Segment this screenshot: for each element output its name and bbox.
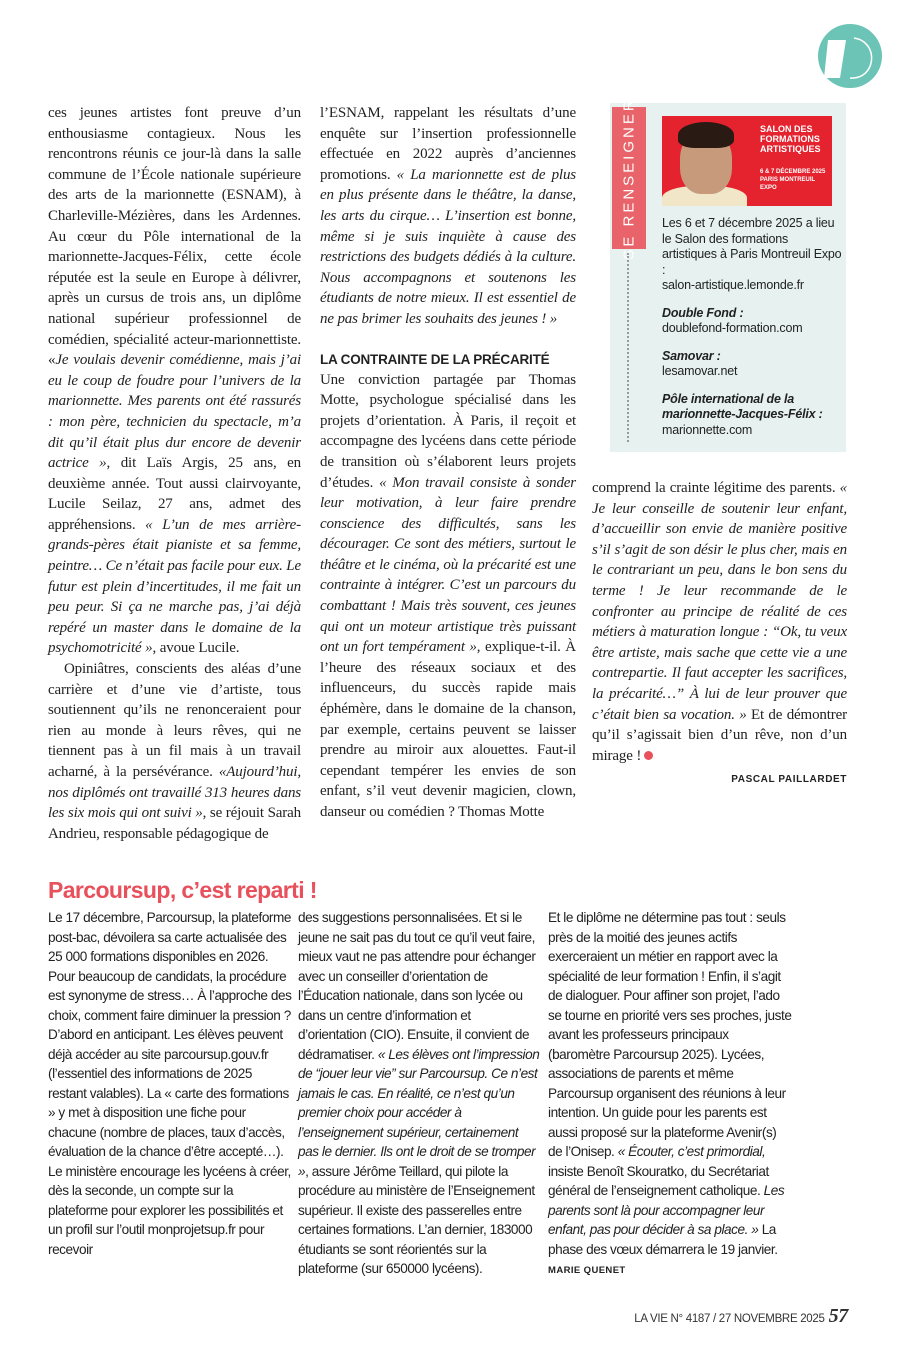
paragraph (48, 103, 301, 659)
end-mark-icon (644, 751, 653, 760)
parcoursup-column-2 (298, 908, 542, 1279)
la-vie-logo-icon (814, 22, 884, 90)
body-text: insiste Benoît Skouratko, du Secrétariat général de l’enseignement catholique. (548, 1163, 769, 1199)
salon-promo-image (662, 116, 832, 206)
body-text: comprend la crainte légitime des parents. (592, 480, 840, 496)
sidebar-item (662, 349, 844, 380)
decorative-line (627, 253, 629, 442)
sidebar-item-link[interactable]: marionnette.com (662, 422, 753, 437)
quote-text: « La marionnette est de plus en plus présente dans le théâtre, la danse, les arts du cirque… L’insertion est bonne, même si je suis inquiète à cause des restrictions des budgets dédiés à la culture. Nous accompagnons et soutenons les étudiants de notre mieux. Il est essentiel de ne pas brimer les souhaits des jeunes ! » (320, 166, 576, 327)
article-column-2 (320, 103, 576, 823)
paragraph (592, 478, 847, 766)
quote-text: « Je leur conseille de soutenir leur enfant, d’accueillir son envie de manière positive s’il s’agit de son désir le plus cher, mais en le contrariant un peu, dans le bon sens du terme ! Je leur recommande de le confronter au principe de réalité de ces métiers à maturation longue : “Ok, tu veux être artiste, mais sache que cette vie a une contrepartie. Il faut accepter les sacrifices, la précarité…” À lui de leur prouver que c’était bien sa vocation. » (592, 480, 847, 723)
body-text: , avoue Lucile. (152, 640, 240, 657)
article-column-3-text (592, 478, 847, 766)
quote-text: Les parents sont là pour accompagner leur enfant, pas pour décider à sa place. » (548, 1183, 785, 1238)
paragraph (320, 370, 576, 823)
parcoursup-column-1 (48, 908, 292, 1259)
paragraph (320, 103, 576, 330)
sidebar-item-name: Pôle international de la marionnette-Jacques-Félix : (662, 391, 823, 421)
sidebar-item (662, 306, 844, 337)
article-column-2-part-b (320, 370, 576, 823)
promo-place-text: PARIS MONTREUIL EXPO (760, 177, 816, 191)
promo-title: SALON DES FORMATIONS ARTISTIQUES (760, 124, 821, 154)
paragraph (48, 659, 301, 844)
promo-date-text: 6 & 7 DÉCEMBRE 2025 (760, 169, 826, 175)
sidebar-intro-text: Les 6 et 7 décembre 2025 a lieu le Salon des formations artistiques à Paris Montreuil Expo : (662, 216, 842, 277)
body-text: Et le diplôme ne détermine pas tout : seuls près de la moitié des jeunes actifs exerceraient un métier en rapport avec la spécialité de leur formation ! Enfin, il s’agit de dialoguer. Pour affiner son projet, l’ado se tourne en priorité vers ses proches, juste avant les professeurs principaux (baromètre Parcoursup 2025). Lycées, associations de parents et même Parcoursup organisent des réunions à leur intention. Un guide pour les parents est aussi proposé sur la plateforme Avenir(s) de l’Onisep. (548, 910, 792, 1160)
body-text: , explique-t-il. À l’heure des réseaux sociaux et des influenceurs, du succès rapide mais éphémère, dans le domaine de la chanson, par exemple, certains peuvent se laisser prendre au miroir aux alouettes. Faut-il cependant tempérer les envies de son enfant, s’il veut devenir magicien, clown, danseur ou comédien ? Thomas Motte (320, 639, 576, 820)
body-text: Le 17 décembre, Parcoursup, la plateforme post-bac, dévoilera sa carte actualisée des 25 000 formations disponibles en 2026. Pour beaucoup de candidats, la procédure est synonyme de stress… À l’approche des choix, comment faire diminuer la pression ? D’abord en anticipant. Les élèves peuvent déjà accéder au site parcoursup.gouv.fr (l’essentiel des informations de 2025 restant valables). La « carte des formations » y met à disposition une fiche pour chacune (nombre de places, taux d’accès, évaluation de la chance d’être accepté…). Le ministère encourage les lycéens à créer, dès la seconde, un compte sur la plateforme pour explorer les possibilités et un profil sur l’outil monprojetsup.fr pour recevoir (48, 910, 292, 1257)
article-author: PASCAL PAILLARDET (731, 774, 847, 786)
article-column-1 (48, 103, 301, 844)
body-text: Une conviction partagée par Thomas Motte, psychologue spécialisé dans les projets d’orientation. À Paris, il reçoit et accompagne des lycéens dans cette période de transition où s’élaborent leurs projets d’études. (320, 371, 576, 491)
sidebar-se-renseigner (610, 96, 846, 452)
parcoursup-box (0, 844, 904, 1281)
sidebar-intro-link[interactable]: salon-artistique.lemonde.fr (662, 278, 804, 292)
body-text: l’ESNAM, rappelant les résultats d’une enquête sur l’insertion professionnelle effectuée en 2022 auprès d’anciennes promotions. (320, 105, 576, 183)
page-number: 57 (828, 1304, 848, 1327)
sidebar-item-name: Double Fond : (662, 305, 744, 320)
article-column-3 (592, 478, 847, 791)
quote-text: «Aujourd’hui, nos diplômés ont travaillé 313 heures dans les six mois qui ont suivi » (48, 764, 301, 822)
sidebar-text (662, 216, 844, 438)
body-text: Opiniâtres, conscients des aléas d’une carrière et d’une vie d’artiste, tous soutiennent qu’ils ne renonceraient pour rien au monde à leurs rêves, qui ne tiennent pas à un fil mais à un travail acharné, à la persévérance. (48, 661, 301, 780)
sidebar-item-link[interactable]: doublefond-formation.com (662, 321, 803, 335)
article-subheading: LA CONTRAINTE DE LA PRÉCARITÉ (320, 351, 550, 367)
body-text: , assure Jérôme Teillard, qui pilote la procédure au ministère de l’Enseignement supérieur. Il existe des passerelles entre certaines formations. L’an dernier, 183000 étudiants se sont réorientés sur la plateforme (sur 650000 lycéens). (298, 1163, 535, 1277)
body-text: Et de démontrer qu’il s’agissait bien d’un rêve, non d’un mirage ! (592, 706, 847, 764)
quote-text: « Les élèves ont l’impression de “jouer leur vie” sur Parcoursup. Ce n’est jamais le cas. En réalité, ce n’est qu’un premier choix pour accéder à l’enseignement supérieur, certainement pas le dernier. Ils ont le droit de se tromper » (298, 1046, 540, 1179)
promo-date (760, 168, 830, 192)
parcoursup-column-3 (548, 908, 792, 1281)
parcoursup-columns (48, 908, 904, 1281)
article-column-2-part-a (320, 103, 576, 330)
promo-person-hair (678, 122, 734, 148)
body-text: des suggestions personnalisées. Et si le jeune ne sait pas du tout ce qu’il veut faire, mieux vaut ne pas attendre pour échanger avec un conseiller d’orientation de l’Éducation nationale, dans son lycée ou dans un centre d’information et d’orientation (CIO). Ensuite, il convient de dédramatiser. (298, 910, 536, 1062)
parcoursup-author: MARIE QUENET (548, 1265, 626, 1277)
body-text: , dit Laïs Argis, 25 ans, en deuxième année. Tout aussi clairvoyante, Lucile Seilaz, 27 ans, admet des appréhensions. (48, 455, 301, 533)
quote-text: « Écouter, c’est primordial, (617, 1144, 766, 1160)
quote-text: « L’un de mes arrière-grands-pères était pianiste et sa femme, peintre… Ce n’était pas facile pour eux. Le futur est plein d’incertitudes, il me fait un peu peur. Si ça ne marche pas, j’ai déjà repéré un master dans le domaine de la psychomotricité » (48, 516, 301, 657)
sidebar-tab-label: SE RENSEIGNER (620, 96, 638, 260)
body-text: ces jeunes artistes font preuve d’un enthousiasme contagieux. Nous les rencontrons réunis ce jour-là dans la salle commune de l’École nationale supérieure des arts de la marionnette (ESNAM), à Charleville-Mézières, dans les Ardennes. Au cœur du Pôle international de la marionnette-Jacques-Félix, cette école réputée est la seule en Europe à délivrer, après un cursus de trois ans, un diplôme national supérieur professionnel de comédien, spécialité acteur-marionnettiste. « (48, 105, 301, 369)
issue-info: LA VIE N° 4187 / 27 NOVEMBRE 2025 (634, 1312, 825, 1325)
article-column-3-wrapper (592, 96, 847, 791)
parcoursup-title: Parcoursup, c’est reparti ! (48, 877, 317, 904)
body-text: , se réjouit Sarah Andrieu, responsable pédagogique de (48, 805, 301, 842)
quote-text: Je voulais devenir comédienne, mais j’ai eu le coup de foudre pour l’univers de la marionnette. Mes parents ont été rassurés : mon père, technicien du spectacle, m’a dit qu’il était plus dur encore de devenir actrice » (48, 352, 301, 472)
body-text: La phase des vœux démarrera le 19 janvier. (548, 1222, 778, 1257)
sidebar-intro (662, 216, 844, 294)
quote-text: « Mon travail consiste à sonder leur motivation, à leur faire prendre conscience des difficultés, sans les décourager. Ce sont des métiers, surtout le théâtre et le cinéma, où la précarité est une contrainte à intégrer. C’est un parcours du combattant ! Mais très souvent, ces jeunes qui ont un moteur artistique très puissant ont un fort tempérament » (320, 474, 576, 656)
sidebar-tab (612, 96, 646, 260)
sidebar-item-name: Samovar : (662, 348, 721, 363)
sidebar-item-link[interactable]: lesamovar.net (662, 364, 738, 378)
page-footer (0, 1281, 904, 1348)
sidebar-item (662, 392, 844, 439)
